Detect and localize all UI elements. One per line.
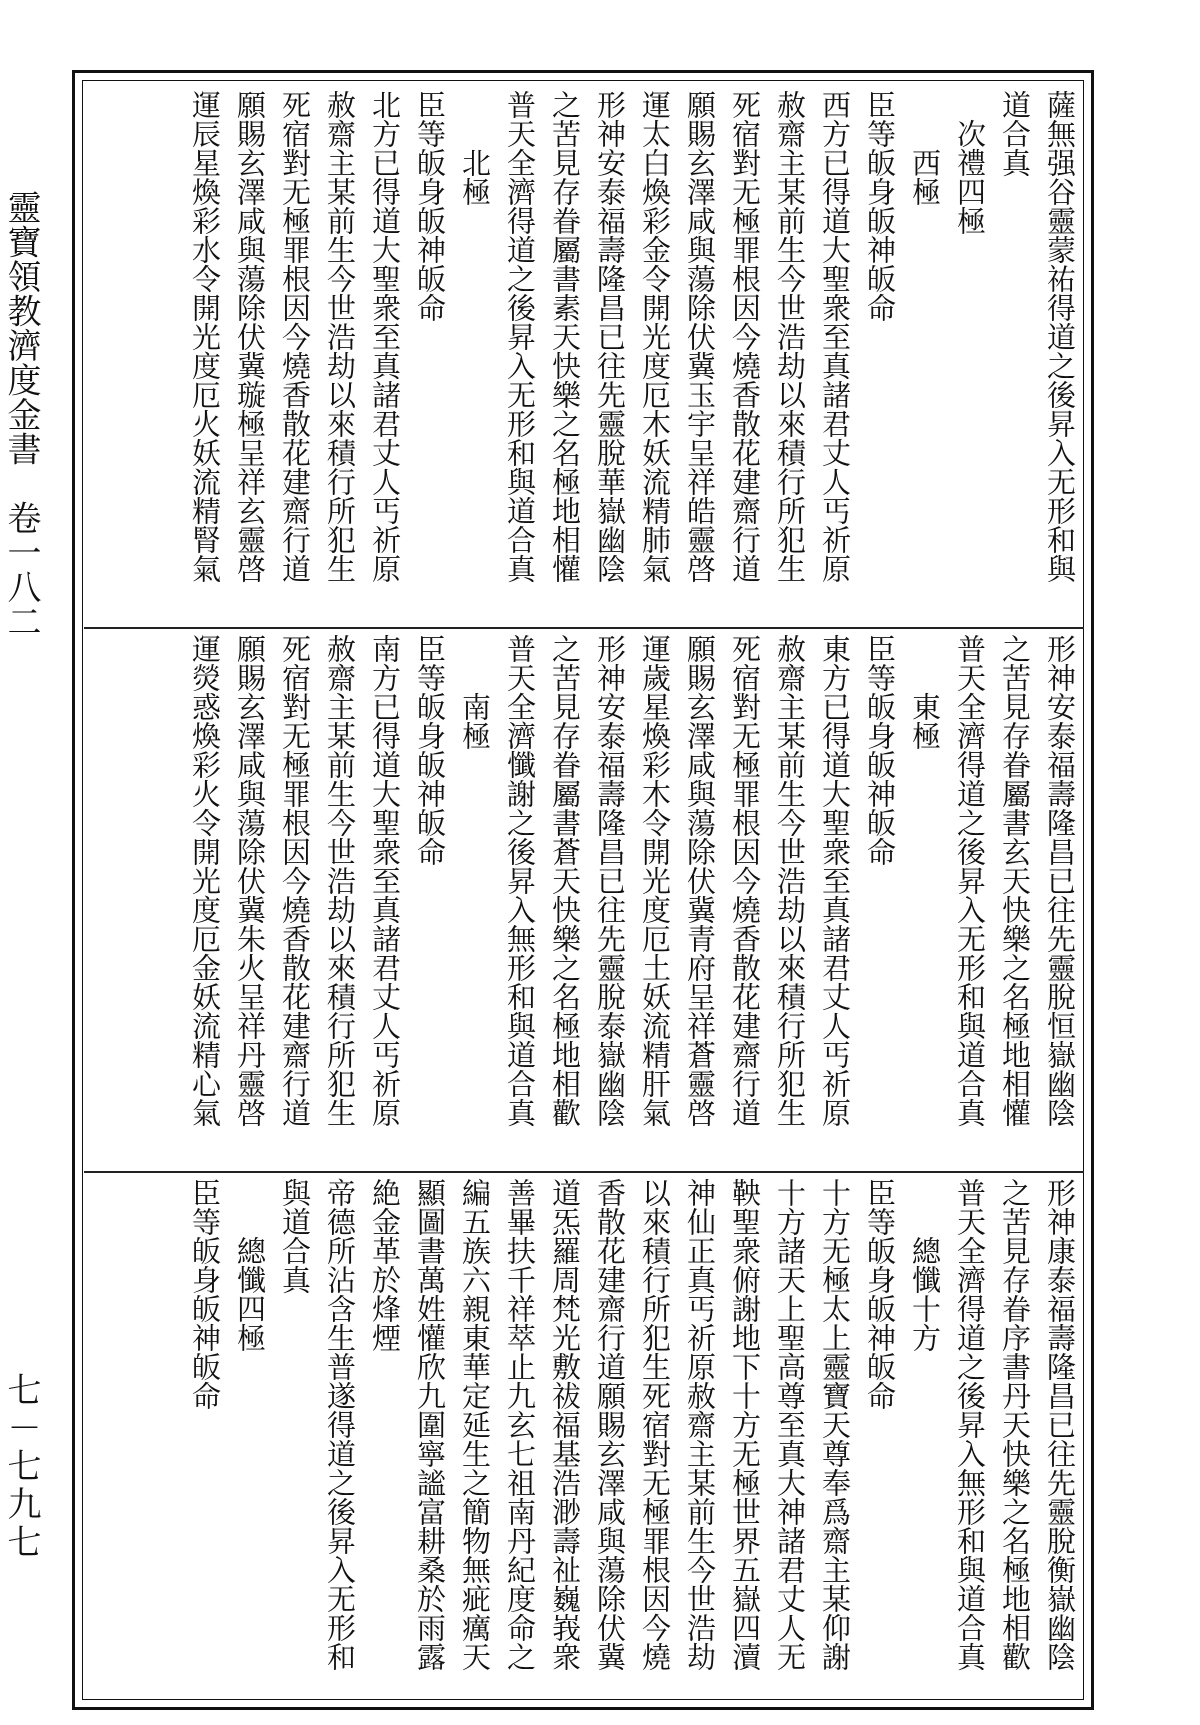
text-column: 臣等皈身皈神皈命 [863, 634, 897, 866]
text-column: 運辰星煥彩水令開光度厄火妖流精腎氣 [188, 90, 222, 583]
band-divider-1 [84, 627, 1084, 629]
text-column: 普天全濟得道之後昇入无形和與道合真 [953, 634, 987, 1127]
text-column: 之苦見存眷屬書蒼天快樂之名極地相歡 [548, 634, 582, 1127]
text-column: 絶金革於烽煙 [368, 1178, 402, 1352]
text-column: 之苦見存眷序書丹天快樂之名極地相歡 [998, 1178, 1032, 1671]
text-column: 以來積行所犯生死宿對无極罪根因今燒 [638, 1178, 672, 1671]
text-column: 赦齋主某前生今世浩劫以來積行所犯生 [323, 634, 357, 1127]
text-column: 願賜玄澤咸與蕩除伏冀青府呈祥蒼靈啓 [683, 634, 717, 1127]
text-column: 南方已得道大聖衆至真諸君丈人丐祈原 [368, 634, 402, 1127]
text-column: 與道合真 [278, 1178, 312, 1294]
text-column: 善畢扶千祥萃止九玄七祖南丹紀度命之 [503, 1178, 537, 1671]
text-column: 神仙正真丐祈原赦齋主某前生今世浩劫 [683, 1178, 717, 1671]
book-title: 靈寶領教濟度金書 卷一八二 [1, 190, 41, 639]
text-column: 十方无極太上靈寶天尊奉爲齋主某仰謝 [818, 1178, 852, 1671]
text-column: 赦齋主某前生今世浩劫以來積行所犯生 [773, 634, 807, 1127]
text-column: 西極 [908, 90, 942, 206]
text-column: 道炁羅周梵光敷祓福基浩渺壽祉巍峩衆 [548, 1178, 582, 1671]
text-column: 形神安泰福壽隆昌已往先靈脫泰嶽幽陰 [593, 634, 627, 1127]
text-column: 運歲星煥彩木令開光度厄土妖流精肝氣 [638, 634, 672, 1127]
text-column: 願賜玄澤咸與蕩除伏冀朱火呈祥丹靈啓 [233, 634, 267, 1127]
band-divider-2 [84, 1171, 1084, 1173]
text-column: 赦齋主某前生今世浩劫以來積行所犯生 [773, 90, 807, 583]
text-column: 形神康泰福壽隆昌已往先靈脫衡嶽幽陰 [1043, 1178, 1077, 1671]
text-column: 死宿對无極罪根因今燒香散花建齋行道 [278, 90, 312, 583]
text-column: 西方已得道大聖衆至真諸君丈人丐祈原 [818, 90, 852, 583]
text-column: 運熒惑煥彩火令開光度厄金妖流精心氣 [188, 634, 222, 1127]
text-column: 赦齋主某前生今世浩劫以來積行所犯生 [323, 90, 357, 583]
text-column: 南極 [458, 634, 492, 750]
text-column: 鞅聖衆俯謝地下十方无極世界五嶽四瀆 [728, 1178, 762, 1671]
text-column: 臣等皈身皈神皈命 [188, 1178, 222, 1410]
text-column: 臣等皈身皈神皈命 [863, 1178, 897, 1410]
text-column: 之苦見存眷屬書玄天快樂之名極地相懽 [998, 634, 1032, 1127]
text-column: 普天全濟懺謝之後昇入無形和與道合真 [503, 634, 537, 1127]
text-column: 之苦見存眷屬書素天快樂之名極地相懽 [548, 90, 582, 583]
text-column: 次禮四極 [953, 90, 987, 235]
page-number: 七－七九七 [1, 1372, 41, 1562]
text-column: 運太白煥彩金令開光度厄木妖流精肺氣 [638, 90, 672, 583]
text-column: 顯圖書萬姓懽欣九圍寧謐富耕桑於雨露 [413, 1178, 447, 1671]
text-column: 十方諸天上聖高尊至真大神諸君丈人无 [773, 1178, 807, 1671]
text-column: 東極 [908, 634, 942, 750]
text-column: 北方已得道大聖衆至真諸君丈人丐祈原 [368, 90, 402, 583]
text-column: 形神安泰福壽隆昌已往先靈脫華嶽幽陰 [593, 90, 627, 583]
text-column: 總懺四極 [233, 1178, 267, 1352]
text-column: 編五族六親東華定延生之簡物無疵癘天 [458, 1178, 492, 1671]
text-column: 道合真 [998, 90, 1032, 177]
text-column: 普天全濟得道之後昇入无形和與道合真 [503, 90, 537, 583]
text-column: 普天全濟得道之後昇入無形和與道合真 [953, 1178, 987, 1671]
text-column: 薩無强谷靈蒙祐得道之後昇入无形和與 [1043, 90, 1077, 583]
text-column: 總懺十方 [908, 1178, 942, 1352]
text-column: 形神安泰福壽隆昌已往先靈脫恒嶽幽陰 [1043, 634, 1077, 1127]
text-column: 臣等皈身皈神皈命 [863, 90, 897, 322]
text-column: 臣等皈身皈神皈命 [413, 90, 447, 322]
text-column: 帝德所沾含生普遂得道之後昇入无形和 [323, 1178, 357, 1671]
text-column: 北極 [458, 90, 492, 206]
text-column: 東方已得道大聖衆至真諸君丈人丐祈原 [818, 634, 852, 1127]
text-column: 死宿對无極罪根因今燒香散花建齋行道 [728, 90, 762, 583]
text-column: 香散花建齋行道願賜玄澤咸與蕩除伏冀 [593, 1178, 627, 1671]
text-column: 死宿對无極罪根因今燒香散花建齋行道 [278, 634, 312, 1127]
text-column: 臣等皈身皈神皈命 [413, 634, 447, 866]
text-column: 願賜玄澤咸與蕩除伏冀玉宇呈祥皓靈啓 [683, 90, 717, 583]
text-column: 願賜玄澤咸與蕩除伏冀璇極呈祥玄靈啓 [233, 90, 267, 583]
text-column: 死宿對无極罪根因今燒香散花建齋行道 [728, 634, 762, 1127]
